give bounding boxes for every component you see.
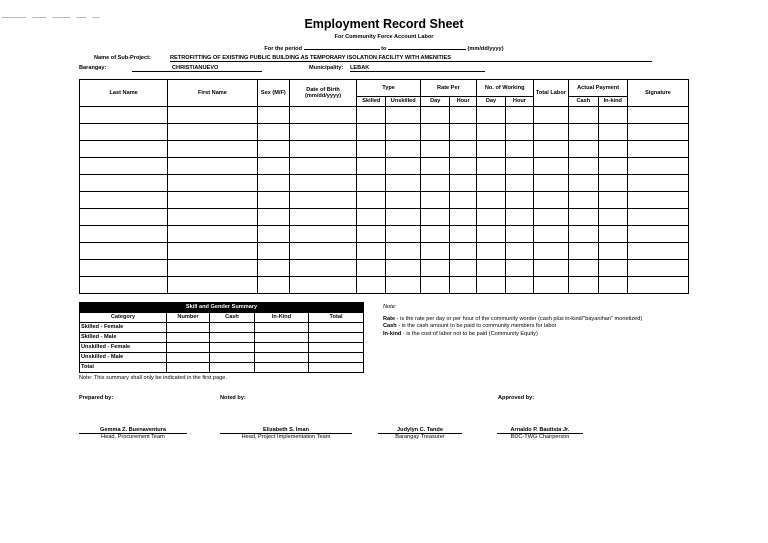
table-cell[interactable] [257, 107, 289, 124]
summary-cell[interactable] [309, 353, 364, 363]
table-cell[interactable] [628, 277, 689, 294]
table-cell[interactable] [421, 158, 450, 175]
table-cell[interactable] [290, 124, 357, 141]
header-type: Type [357, 80, 421, 97]
summary-header-total: Total [309, 313, 364, 323]
table-cell[interactable] [598, 158, 627, 175]
table-row [80, 141, 689, 158]
summary-row [80, 333, 364, 343]
table-cell[interactable] [421, 192, 450, 209]
period-line [0, 44, 768, 52]
period-label: For the period [264, 46, 302, 52]
table-cell[interactable] [257, 260, 289, 277]
table-cell[interactable] [357, 226, 386, 243]
table-cell[interactable] [569, 277, 598, 294]
table-cell[interactable] [450, 158, 476, 175]
summary-cell[interactable] [255, 323, 309, 333]
header-working-hour: Hour [506, 97, 533, 107]
signatory-position: Head, Procurement Team [101, 434, 165, 440]
table-cell[interactable] [628, 158, 689, 175]
summary-footnote: Note: This summary shall only be indicated in the first page. [79, 375, 227, 381]
table-cell[interactable] [80, 124, 168, 141]
table-cell[interactable] [628, 175, 689, 192]
table-cell[interactable] [569, 226, 598, 243]
table-row [80, 192, 689, 209]
signatory-position: Barangay Treasurer [395, 434, 445, 440]
summary-category: Skilled - Female [80, 323, 167, 333]
table-cell[interactable] [533, 277, 569, 294]
summary-cell[interactable] [309, 323, 364, 333]
signatory-name: Gemma Z. Buenaventura [79, 427, 187, 434]
summary-row [80, 353, 364, 363]
header-actual-payment: Actual Payment [569, 80, 628, 97]
header-in-kind: In-kind [598, 97, 627, 107]
summary-cell[interactable] [210, 343, 255, 353]
table-cell[interactable] [476, 192, 505, 209]
table-cell[interactable] [357, 107, 386, 124]
skill-gender-summary [79, 302, 364, 373]
summary-category: Unskilled - Male [80, 353, 167, 363]
table-cell[interactable] [598, 277, 627, 294]
table-cell[interactable] [450, 124, 476, 141]
table-cell[interactable] [569, 141, 598, 158]
summary-category: Total [80, 363, 167, 373]
table-cell[interactable] [290, 107, 357, 124]
table-cell[interactable] [290, 141, 357, 158]
table-row [80, 158, 689, 175]
table-cell[interactable] [80, 158, 168, 175]
header-working-day: Day [476, 97, 505, 107]
table-cell[interactable] [506, 192, 533, 209]
table-cell[interactable] [476, 141, 505, 158]
table-cell[interactable] [569, 158, 598, 175]
table-cell[interactable] [257, 192, 289, 209]
header-first-name: First Name [168, 80, 257, 107]
note-cash: Cash - is the cash amount to be paid to community members for labor [383, 323, 557, 330]
period-to-blank[interactable] [388, 44, 466, 50]
table-cell[interactable] [257, 277, 289, 294]
table-cell[interactable] [290, 192, 357, 209]
table-row [80, 124, 689, 141]
table-cell[interactable] [421, 226, 450, 243]
table-cell[interactable] [628, 226, 689, 243]
table-row [80, 260, 689, 277]
table-cell[interactable] [450, 226, 476, 243]
table-cell[interactable] [357, 260, 386, 277]
summary-header-in-kind: In-Kind [255, 313, 309, 323]
signatory-procurement [79, 427, 187, 440]
table-cell[interactable] [257, 158, 289, 175]
table-cell[interactable] [257, 243, 289, 260]
table-cell[interactable] [257, 175, 289, 192]
table-cell[interactable] [357, 277, 386, 294]
table-cell[interactable] [506, 107, 533, 124]
table-cell[interactable] [421, 124, 450, 141]
table-cell[interactable] [506, 124, 533, 141]
noted-by-label: Noted by: [220, 395, 246, 401]
table-cell[interactable] [476, 175, 505, 192]
summary-cell[interactable] [255, 343, 309, 353]
barangay-value: CHRISTIANUEVO [132, 65, 262, 72]
table-cell[interactable] [290, 277, 357, 294]
table-cell[interactable] [168, 175, 257, 192]
table-cell[interactable] [569, 107, 598, 124]
table-cell[interactable] [386, 158, 421, 175]
signatory-treasurer [378, 427, 462, 440]
table-cell[interactable] [168, 192, 257, 209]
table-cell[interactable] [476, 158, 505, 175]
table-cell[interactable] [450, 141, 476, 158]
table-cell[interactable] [569, 209, 598, 226]
table-cell[interactable] [257, 209, 289, 226]
table-cell[interactable] [421, 209, 450, 226]
period-separator: to [381, 46, 387, 52]
table-cell[interactable] [450, 107, 476, 124]
table-cell[interactable] [569, 260, 598, 277]
municipality-value: LEBAK [350, 65, 485, 72]
table-cell[interactable] [386, 226, 421, 243]
table-cell[interactable] [168, 107, 257, 124]
table-cell[interactable] [450, 277, 476, 294]
table-cell[interactable] [257, 141, 289, 158]
table-cell[interactable] [533, 226, 569, 243]
table-cell[interactable] [598, 192, 627, 209]
table-cell[interactable] [450, 175, 476, 192]
table-cell[interactable] [506, 158, 533, 175]
table-cell[interactable] [80, 175, 168, 192]
table-cell[interactable] [628, 209, 689, 226]
table-cell[interactable] [421, 277, 450, 294]
table-cell[interactable] [80, 260, 168, 277]
table-cell[interactable] [598, 141, 627, 158]
summary-cell[interactable] [210, 363, 255, 373]
summary-title: Skill and Gender Summary [80, 303, 364, 313]
table-cell[interactable] [168, 209, 257, 226]
signatory-implementation [220, 427, 352, 440]
table-row [80, 209, 689, 226]
header-cash: Cash [569, 97, 598, 107]
table-cell[interactable] [598, 209, 627, 226]
table-row [80, 226, 689, 243]
table-cell[interactable] [386, 192, 421, 209]
summary-cell[interactable] [167, 343, 210, 353]
table-cell[interactable] [533, 260, 569, 277]
table-cell[interactable] [450, 192, 476, 209]
table-cell[interactable] [450, 243, 476, 260]
table-cell[interactable] [290, 209, 357, 226]
header-last-name: Last Name [80, 80, 168, 107]
table-cell[interactable] [598, 260, 627, 277]
summary-cell[interactable] [210, 323, 255, 333]
table-cell[interactable] [476, 124, 505, 141]
summary-cell[interactable] [255, 353, 309, 363]
header-rate-hour: Hour [450, 97, 476, 107]
table-cell[interactable] [386, 277, 421, 294]
summary-category: Skilled - Male [80, 333, 167, 343]
header-rate-day: Day [421, 97, 450, 107]
table-cell[interactable] [357, 209, 386, 226]
signatory-name: Judylyn C. Tande [378, 427, 462, 434]
summary-cell[interactable] [255, 333, 309, 343]
table-cell[interactable] [628, 243, 689, 260]
table-cell[interactable] [533, 175, 569, 192]
header-working: No. of Working [476, 80, 533, 97]
summary-category: Unskilled - Female [80, 343, 167, 353]
header-sex: Sex (M/F) [257, 80, 289, 107]
table-cell[interactable] [569, 124, 598, 141]
table-cell[interactable] [598, 124, 627, 141]
summary-row [80, 363, 364, 373]
header-total-labor: Total Labor [533, 80, 569, 107]
table-cell[interactable] [257, 124, 289, 141]
sub-project-value: RETROFITTING OF EXISTING PUBLIC BUILDING AS TEMPORARY ISOLATION FACILITY WITH AMENITIES [170, 55, 652, 62]
table-cell[interactable] [569, 192, 598, 209]
header-rate-per: Rate Per [421, 80, 477, 97]
table-cell[interactable] [168, 124, 257, 141]
municipality-label: Municipality: [309, 65, 344, 71]
table-cell[interactable] [533, 209, 569, 226]
table-cell[interactable] [533, 141, 569, 158]
page-subtitle: For Community Force Account Labor [334, 34, 434, 40]
table-cell[interactable] [357, 192, 386, 209]
table-cell[interactable] [80, 243, 168, 260]
table-cell[interactable] [450, 209, 476, 226]
notes-heading: Note: [383, 304, 397, 310]
table-cell[interactable] [80, 209, 168, 226]
table-cell[interactable] [569, 243, 598, 260]
summary-row [80, 323, 364, 333]
table-cell[interactable] [386, 260, 421, 277]
period-format: (mm/dd/yyyy) [467, 46, 504, 52]
summary-cell[interactable] [167, 363, 210, 373]
table-cell[interactable] [476, 277, 505, 294]
table-cell[interactable] [357, 243, 386, 260]
table-cell[interactable] [290, 226, 357, 243]
note-in-kind: In-kind - is the cost of labor not to be paid (Community Equity) [383, 330, 538, 337]
signatory-name: Arnaldo P. Bautista Jr. [497, 427, 583, 434]
table-cell[interactable] [421, 175, 450, 192]
table-cell[interactable] [80, 277, 168, 294]
table-cell[interactable] [290, 175, 357, 192]
table-row [80, 243, 689, 260]
table-cell[interactable] [290, 158, 357, 175]
approved-by-label: Approved by: [498, 395, 535, 401]
table-cell[interactable] [357, 175, 386, 192]
summary-header-cash: Cash [210, 313, 255, 323]
table-cell[interactable] [533, 192, 569, 209]
header-dob: Date of Birth (mm/dd/yyyy) [290, 80, 357, 107]
header-skilled: Skilled [357, 97, 386, 107]
table-cell[interactable] [168, 277, 257, 294]
summary-cell[interactable] [255, 363, 309, 373]
table-cell[interactable] [421, 243, 450, 260]
table-cell[interactable] [450, 260, 476, 277]
table-cell[interactable] [386, 107, 421, 124]
notes [383, 304, 683, 338]
table-cell[interactable] [569, 175, 598, 192]
summary-cell[interactable] [167, 353, 210, 363]
table-cell[interactable] [290, 243, 357, 260]
note-rate: Rate - is the rate per day or per hour of the community worder (cash plus in-kind/"bayanihan" monetized) [383, 315, 643, 322]
signatory-name: Elizabeth S. Iman [220, 427, 352, 434]
table-cell[interactable] [628, 124, 689, 141]
summary-cell[interactable] [167, 323, 210, 333]
table-cell[interactable] [421, 107, 450, 124]
table-cell[interactable] [290, 260, 357, 277]
summary-cell[interactable] [309, 343, 364, 353]
period-from-blank[interactable] [304, 44, 380, 50]
table-cell[interactable] [421, 260, 450, 277]
summary-cell[interactable] [167, 333, 210, 343]
table-cell[interactable] [476, 260, 505, 277]
table-row [80, 175, 689, 192]
summary-cell[interactable] [309, 363, 364, 373]
table-cell[interactable] [628, 192, 689, 209]
table-cell[interactable] [628, 107, 689, 124]
table-cell[interactable] [506, 260, 533, 277]
summary-cell[interactable] [210, 353, 255, 363]
summary-header-number: Number [167, 313, 210, 323]
barangay-label: Barangay: [79, 65, 107, 71]
table-cell[interactable] [386, 124, 421, 141]
table-cell[interactable] [506, 141, 533, 158]
table-cell[interactable] [506, 277, 533, 294]
table-cell[interactable] [598, 243, 627, 260]
prepared-by-label: Prepared by: [79, 395, 114, 401]
table-cell[interactable] [357, 141, 386, 158]
table-cell[interactable] [533, 243, 569, 260]
table-row [80, 107, 689, 124]
table-row [80, 277, 689, 294]
table-cell[interactable] [80, 141, 168, 158]
table-cell[interactable] [506, 209, 533, 226]
table-cell[interactable] [476, 107, 505, 124]
table-cell[interactable] [533, 107, 569, 124]
table-cell[interactable] [80, 192, 168, 209]
table-cell[interactable] [421, 141, 450, 158]
table-cell[interactable] [476, 209, 505, 226]
table-cell[interactable] [357, 124, 386, 141]
table-cell[interactable] [506, 243, 533, 260]
table-cell[interactable] [598, 175, 627, 192]
summary-header-category: Category [80, 313, 167, 323]
table-cell[interactable] [598, 226, 627, 243]
table-cell[interactable] [168, 141, 257, 158]
table-cell[interactable] [476, 243, 505, 260]
table-cell[interactable] [168, 158, 257, 175]
signatory-position: Head, Project Implementation Team [241, 434, 331, 440]
table-cell[interactable] [476, 226, 505, 243]
table-cell[interactable] [386, 243, 421, 260]
table-cell[interactable] [386, 175, 421, 192]
table-cell[interactable] [80, 107, 168, 124]
signatory-chairperson [497, 427, 583, 440]
table-cell[interactable] [386, 209, 421, 226]
summary-row [80, 343, 364, 353]
table-cell[interactable] [628, 141, 689, 158]
table-cell[interactable] [168, 260, 257, 277]
summary-cell[interactable] [309, 333, 364, 343]
table-cell[interactable] [506, 175, 533, 192]
summary-cell[interactable] [210, 333, 255, 343]
table-cell[interactable] [386, 141, 421, 158]
table-cell[interactable] [598, 107, 627, 124]
table-cell[interactable] [628, 260, 689, 277]
page-title: Employment Record Sheet [304, 17, 464, 31]
table-cell[interactable] [357, 158, 386, 175]
table-cell[interactable] [80, 226, 168, 243]
table-cell[interactable] [168, 243, 257, 260]
table-cell[interactable] [168, 226, 257, 243]
signatory-position: BDC-TWG Chairperson [510, 434, 570, 440]
table-cell[interactable] [257, 226, 289, 243]
header-unskilled: Unskilled [386, 97, 421, 107]
table-cell[interactable] [506, 226, 533, 243]
table-cell[interactable] [533, 124, 569, 141]
header-signature: Signature [628, 80, 689, 107]
table-cell[interactable] [533, 158, 569, 175]
employment-table [79, 79, 689, 294]
sub-project-label: Name of Sub-Project: [94, 55, 151, 61]
